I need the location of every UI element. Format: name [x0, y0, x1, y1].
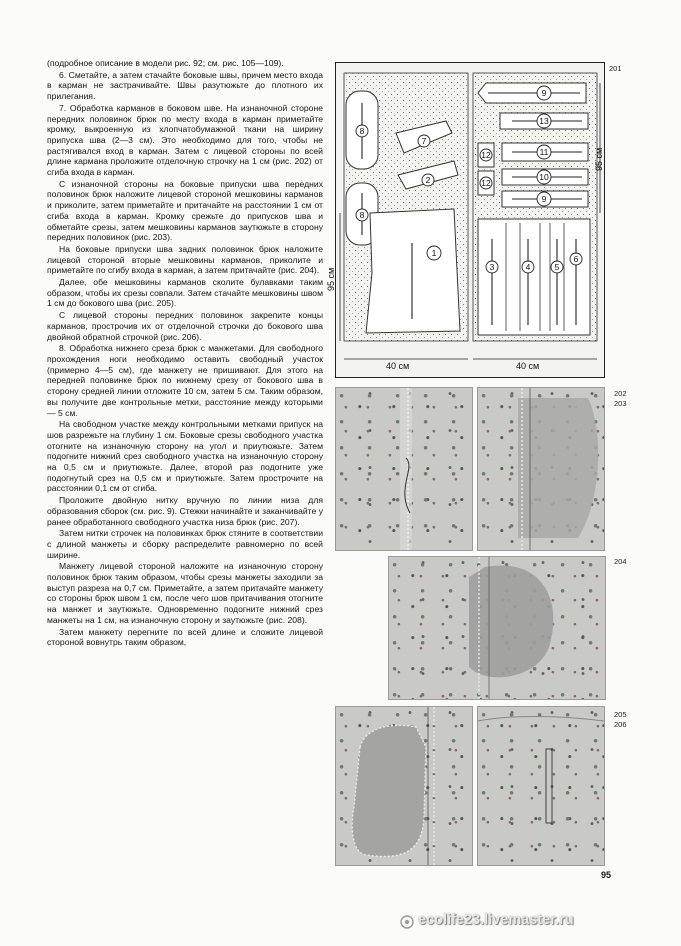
piece-label: 4 [525, 262, 531, 272]
dimension-label: 40 см [516, 361, 540, 371]
figure-number-201: 201 [609, 64, 622, 73]
piece-label: 9 [541, 88, 547, 98]
pattern-layout-diagram [326, 62, 605, 378]
figure-number-203: 203 [614, 399, 627, 408]
paragraph: 7. Обработка карманов в боковом шве. На изнаночной стороне передних половинок брюк по месту входа в карман приметайте кромку, выкроенную из хлопчатобумажной ткани на ширину припуска шва (2—3 см). Это необходимо для того, чтобы не растягивался вход в карман. Затем с лицевой стороны по всей длине кармана проложите отделочную строчку на 1 см (рис. 202) от сгиба входа в карман. [47, 102, 323, 178]
figure-number-204: 204 [614, 557, 627, 566]
paragraph: На свободном участке между контрольными метками припуск на шов разрежьте на глубину 1 см. Боковые срезы свободного участка отогните на изнаночную сторону на угол и приутюжьте. Затем подогните нижний срез свободного участка на изнаночную сторону на 0,5 см и приутюжьте. Далее, второй раз подогните уже подогнутый срез на 0,5 см и приутюжьте. Затем прострочите на расстоянии 0,1 см от сгиба. [47, 419, 323, 494]
photo-figure-204 [388, 556, 606, 700]
piece-label: 12 [481, 150, 491, 160]
piece-label: 10 [539, 172, 549, 182]
livemaster-logo-icon [400, 915, 414, 929]
watermark: ecolife23.livemaster.ru [418, 912, 574, 928]
piece-label: 8 [359, 126, 365, 136]
piece-label: 13 [539, 116, 549, 126]
paragraph: 8. Обработка нижнего среза брюк с манжетами. Для свободного прохождения ноги необходимо оставить свободный участок (примерно 4—5 см), где манжету не пришивают. Для этого на передней половинке брюк по нижнему срезу от бокового шва в сторону средней линии отложите 10 см, затем 5 см. Таким образом, вы получите две контрольные метки, расстояние между которыми — 5 см. [47, 343, 323, 418]
piece-label: 3 [489, 262, 495, 272]
photo-figure-202 [335, 387, 473, 551]
text-column [47, 58, 323, 649]
paragraph: 6. Сметайте, а затем стачайте боковые швы, причем место входа в карман не застрачивайте. Швы разутюжьте до плотного их прилегания. [47, 69, 323, 102]
dimension-label: 40 см [386, 361, 410, 371]
paragraph: С лицевой стороны передних половинок закрепите концы карманов, прострочив их от отделочной строчки до бокового шва двойной обратной строчкой (рис. 206). [47, 310, 323, 342]
figure-number-205: 205 [614, 710, 627, 719]
dimension-label: 95 см [326, 267, 336, 291]
dimension-label: 95 см [594, 147, 604, 171]
piece-label: 12 [481, 178, 491, 188]
paragraph: С изнаночной стороны на боковые припуски шва передних половинок брюк наложите лицевой стороной мешковины карманов и приколите, затем приметайте и притачайте на расстоянии 1 см от сгиба входа в карман. Кромку срежьте до припусков шва и обметайте срезы, затем мешковины карманов заутюжьте в сторону передних половинок (рис. 203). [47, 178, 323, 243]
paragraph: Манжету лицевой стороной наложите на изнаночную сторону половинок брюк таким образом, чтобы срезы манжеты заходили за выступ разреза на 0,7 см. Приметайте, а затем притачайте манжету со стороны брюк швом 1 см, после чего шов притачивания отогните на манжет и заутюжьте. Одновременно подогните нижний срез манжеты на 1 см, на изнаночную сторону и заутюжьте (рис. 208). [47, 561, 323, 625]
piece-label: 8 [359, 210, 365, 220]
piece-label: 1 [431, 248, 437, 258]
figure-number-206: 206 [614, 720, 627, 729]
figure-number-202: 202 [614, 389, 627, 398]
page-number: 95 [601, 870, 612, 880]
piece-label: 5 [554, 262, 560, 272]
piece-label: 9 [541, 194, 547, 204]
photo-figure-203 [477, 387, 605, 551]
paragraph: Далее, обе мешковины карманов сколите булавками таким образом, чтобы их срезы совпали. Затем стачайте мешковины швом 1 см до бокового шва (рис. 205). [47, 277, 323, 309]
photo-figure-206 [477, 706, 605, 866]
piece-label: 6 [573, 254, 579, 264]
paragraph: (подробное описание в модели рис. 92; см. рис. 105—109). [47, 58, 284, 68]
piece-label: 7 [421, 136, 427, 146]
photo-figure-205 [335, 706, 473, 866]
paragraph: Затем манжету перегните по всей длине и сложите лицевой стороной вовнутрь таким образом, [47, 626, 323, 648]
piece-label: 2 [425, 175, 431, 185]
piece-label: 11 [539, 147, 549, 157]
paragraph: Проложите двойную нитку вручную по линии низа для образования сборок (см. рис. 9). Стежки начинайте и заканчивайте у ранее обработанного свободного участка низа брюк (рис. 207). [47, 495, 323, 527]
paragraph: Затем нитки строчек на половинках брюк стяните в соответствии с длиной манжеты и сборку распределите равномерно по всей ширине. [47, 528, 323, 560]
paragraph: На боковые припуски шва задних половинок брюк наложите лицевой стороной вторые мешковины карманов, приколите и приметайте по сгибу входа в карман, а затем притачайте (рис. 204). [47, 243, 323, 276]
pattern-layout-svg [326, 63, 604, 377]
